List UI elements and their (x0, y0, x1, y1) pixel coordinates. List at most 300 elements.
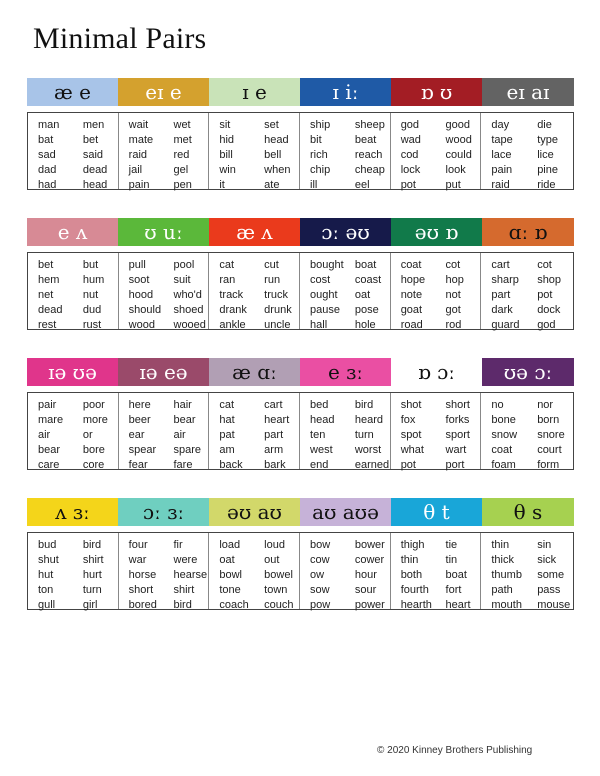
word: four (128, 539, 148, 551)
word: out (264, 554, 280, 566)
word: should (128, 304, 162, 316)
word: more (82, 414, 108, 426)
word-list-left (209, 258, 254, 329)
word: not (445, 289, 461, 301)
word: suit (173, 274, 191, 286)
word-list-right (436, 538, 481, 609)
word-list-left (300, 398, 345, 469)
word: note (400, 289, 423, 301)
word-pair-column (119, 393, 210, 469)
word: wood (445, 134, 472, 146)
word-list-right (527, 258, 573, 329)
word: die (537, 119, 552, 131)
word: sharp (491, 274, 519, 286)
word: drunk (264, 304, 292, 316)
word: pot (537, 289, 553, 301)
word: shoed (173, 304, 204, 316)
sound-pair-block (27, 498, 574, 610)
word: bird (82, 539, 102, 551)
word: air (38, 429, 51, 441)
word-pair-column (209, 113, 300, 189)
word: put (445, 179, 461, 191)
word-list-left (119, 538, 164, 609)
word: boat (354, 259, 377, 271)
word: back (219, 459, 243, 471)
word-pair-column (481, 113, 573, 189)
word: bet (82, 134, 99, 146)
word-list-left (28, 398, 73, 469)
word-pair-column (28, 393, 119, 469)
word: pat (219, 429, 235, 441)
word: hurt (82, 569, 102, 581)
phoneme-header: ɪ e (209, 78, 300, 106)
word: bird (173, 599, 192, 611)
word: pine (537, 164, 558, 176)
word: men (82, 119, 105, 131)
word: road (400, 319, 423, 331)
word: hall (310, 319, 328, 331)
phoneme-header: eɪ aɪ (482, 78, 574, 106)
word: court (537, 444, 562, 456)
word: core (82, 459, 105, 471)
word: hid (219, 134, 235, 146)
word-pair-column (209, 393, 300, 469)
phoneme-header: θ s (482, 498, 574, 526)
word: drank (219, 304, 247, 316)
word-pair-column (300, 393, 391, 469)
word-pair-column (209, 253, 300, 329)
word: bowel (264, 569, 293, 581)
word: what (400, 444, 424, 456)
word: man (38, 119, 60, 131)
word: bear (38, 444, 61, 456)
phoneme-header: e ʌ (27, 218, 118, 246)
word: heart (445, 599, 471, 611)
word: earned (354, 459, 390, 471)
word: spear (128, 444, 157, 456)
word: oat (219, 554, 235, 566)
word: day (491, 119, 510, 131)
word: mouth (491, 599, 522, 611)
word-pair-column (28, 533, 119, 609)
word: cow (310, 554, 330, 566)
word: coat (400, 259, 422, 271)
word-list-left (28, 118, 73, 189)
word: pen (173, 179, 192, 191)
word: bear (173, 414, 196, 426)
word: coach (219, 599, 249, 611)
word: thigh (400, 539, 425, 551)
word: spot (400, 429, 422, 441)
word: goat (400, 304, 423, 316)
word: air (173, 429, 186, 441)
word: tape (491, 134, 513, 146)
word: bird (354, 399, 374, 411)
word: turn (354, 429, 374, 441)
word: dad (38, 164, 57, 176)
word: who'd (173, 289, 202, 301)
word: ran (219, 274, 236, 286)
word: hole (354, 319, 376, 331)
word-pair-column (28, 253, 119, 329)
word: ton (38, 584, 54, 596)
pair-blocks (27, 78, 574, 638)
word: cot (445, 259, 461, 271)
word: bore (82, 444, 105, 456)
word: head (264, 134, 289, 146)
phoneme-header: aʊ aʊə (300, 498, 391, 526)
word-list-right (254, 258, 299, 329)
word: pose (354, 304, 379, 316)
word: cost (310, 274, 331, 286)
word: jail (128, 164, 143, 176)
sound-pair-block (27, 358, 574, 470)
word: ankle (219, 319, 246, 331)
word: bed (310, 399, 329, 411)
word-list-left (391, 538, 436, 609)
word: good (445, 119, 470, 131)
word-list-left (119, 258, 164, 329)
phoneme-header: ɪə ʊə (27, 358, 118, 386)
word: shop (537, 274, 562, 286)
phoneme-header: əʊ aʊ (209, 498, 300, 526)
word: pain (128, 179, 150, 191)
word: mare (38, 414, 64, 426)
word: bit (310, 134, 322, 146)
word: boat (445, 569, 467, 581)
word-pair-column (300, 113, 391, 189)
word: thin (400, 554, 419, 566)
word: beer (128, 414, 151, 426)
word: shut (38, 554, 59, 566)
word: guard (491, 319, 520, 331)
word: foam (491, 459, 516, 471)
word: shirt (173, 584, 195, 596)
word-list-left (481, 118, 527, 189)
word: part (491, 289, 511, 301)
word: bowl (219, 569, 242, 581)
word: bet (38, 259, 54, 271)
phoneme-header: ʊ uː (118, 218, 209, 246)
word: sit (219, 119, 231, 131)
word: beat (354, 134, 377, 146)
phoneme-header: æ ɑː (209, 358, 300, 386)
word-list-right (73, 538, 118, 609)
phoneme-header: eɪ e (118, 78, 209, 106)
word-list-right (73, 258, 118, 329)
word-list-left (300, 118, 345, 189)
phoneme-header: e ɜː (300, 358, 391, 386)
word-list-left (391, 118, 436, 189)
word: spare (173, 444, 202, 456)
word: dud (82, 304, 102, 316)
phoneme-header: ɒ ʊ (391, 78, 482, 106)
word: bow (310, 539, 331, 551)
word: thin (491, 539, 510, 551)
word-pair-column (209, 533, 300, 609)
word: horse (128, 569, 157, 581)
word: rod (445, 319, 462, 331)
word: pow (310, 599, 331, 611)
word-grid (27, 532, 574, 610)
word-pair-column (391, 393, 482, 469)
word: hair (173, 399, 192, 411)
word-pair-column (391, 253, 482, 329)
word: hop (445, 274, 464, 286)
word: look (445, 164, 466, 176)
word-list-left (300, 538, 345, 609)
word: am (219, 444, 235, 456)
word: dark (491, 304, 513, 316)
word: bower (354, 539, 385, 551)
phoneme-header: ʊə ɔː (482, 358, 574, 386)
word: pot (400, 459, 416, 471)
word: snore (537, 429, 565, 441)
word: cut (264, 259, 279, 271)
word: pain (491, 164, 513, 176)
word: ten (310, 429, 326, 441)
word: sin (537, 539, 552, 551)
phoneme-header-row (27, 218, 574, 246)
word: no (491, 399, 504, 411)
word-list-right (436, 398, 481, 469)
word-list-left (28, 258, 73, 329)
word-list-right (436, 118, 481, 189)
copyright-footer: © 2020 Kinney Brothers Publishing (377, 745, 533, 756)
word-pair-column (119, 533, 210, 609)
word-pair-column (300, 253, 391, 329)
word: hood (128, 289, 154, 301)
word: got (445, 304, 461, 316)
word: nor (537, 399, 554, 411)
word: pause (310, 304, 340, 316)
phoneme-header: əʊ ɒ (391, 218, 482, 246)
word-list-right (436, 258, 481, 329)
word: fox (400, 414, 416, 426)
word: dead (82, 164, 108, 176)
word: oat (354, 289, 371, 301)
phoneme-header-row (27, 358, 574, 386)
word: end (310, 459, 329, 471)
word: ought (310, 289, 338, 301)
word: cheap (354, 164, 385, 176)
word: uncle (264, 319, 291, 331)
word-pair-column (391, 113, 482, 189)
word: cat (219, 259, 235, 271)
word: couch (264, 599, 294, 611)
word-list-left (209, 118, 254, 189)
word: ill (310, 179, 318, 191)
word: reach (354, 149, 383, 161)
word: shot (400, 399, 422, 411)
word: bone (491, 414, 516, 426)
word: head (310, 414, 335, 426)
word: wet (173, 119, 191, 131)
word: could (445, 149, 472, 161)
phoneme-header: ɔː əʊ (300, 218, 391, 246)
word: short (128, 584, 154, 596)
word-list-right (254, 398, 299, 469)
word-pair-column (119, 253, 210, 329)
phoneme-header: ɔː ɜː (118, 498, 209, 526)
word: thick (491, 554, 514, 566)
word: fourth (400, 584, 429, 596)
word: hum (82, 274, 105, 286)
phoneme-header: ʌ ɜː (27, 498, 118, 526)
word: power (354, 599, 385, 611)
word: hut (38, 569, 54, 581)
word: coat (491, 444, 513, 456)
word: ride (537, 179, 556, 191)
word: pass (537, 584, 561, 596)
word: net (38, 289, 54, 301)
word: both (400, 569, 423, 581)
word: run (264, 274, 281, 286)
word: ow (310, 569, 325, 581)
word: hearth (400, 599, 432, 611)
word: poor (82, 399, 105, 411)
word-pair-column (481, 253, 573, 329)
word: pot (400, 179, 416, 191)
word: bought (310, 259, 344, 271)
word: west (310, 444, 333, 456)
word-grid (27, 392, 574, 470)
word: had (38, 179, 57, 191)
word: said (82, 149, 104, 161)
word: girl (82, 599, 98, 611)
word-list-right (527, 538, 573, 609)
word-list-right (254, 538, 299, 609)
word: when (264, 164, 291, 176)
word: chip (310, 164, 331, 176)
word: ship (310, 119, 331, 131)
word-pair-column (391, 533, 482, 609)
word: snow (491, 429, 518, 441)
word: set (264, 119, 279, 131)
word: win (219, 164, 236, 176)
word: cart (264, 399, 283, 411)
word-list-left (391, 258, 436, 329)
word-list-left (481, 538, 527, 609)
word-pair-column (300, 533, 391, 609)
phoneme-header-row (27, 78, 574, 106)
phoneme-header-row (27, 498, 574, 526)
word: turn (82, 584, 102, 596)
sound-pair-block (27, 218, 574, 330)
word-list-right (73, 398, 118, 469)
word: raid (128, 149, 148, 161)
word: ear (128, 429, 145, 441)
word: bat (38, 134, 54, 146)
word: lace (491, 149, 512, 161)
word: forks (445, 414, 470, 426)
word: shirt (82, 554, 104, 566)
word-list-left (28, 538, 73, 609)
word: mate (128, 134, 154, 146)
word: rest (38, 319, 57, 331)
word-list-left (481, 398, 527, 469)
word: wad (400, 134, 421, 146)
word: bill (219, 149, 233, 161)
word: bell (264, 149, 282, 161)
word: gel (173, 164, 189, 176)
word: it (219, 179, 225, 191)
word: fort (445, 584, 462, 596)
word: loud (264, 539, 285, 551)
phoneme-header: θ t (391, 498, 482, 526)
word: cower (354, 554, 385, 566)
word: met (173, 134, 192, 146)
phoneme-header: ɑː ɒ (482, 218, 574, 246)
word: cart (491, 259, 510, 271)
word: dock (537, 304, 561, 316)
word-list-right (527, 118, 573, 189)
word: bud (38, 539, 57, 551)
word-list-right (164, 118, 209, 189)
word: hope (400, 274, 426, 286)
word: ate (264, 179, 280, 191)
word-list-right (164, 258, 209, 329)
word-pair-column (28, 113, 119, 189)
word: sour (354, 584, 377, 596)
word: nut (82, 289, 99, 301)
word: raid (491, 179, 510, 191)
word: type (537, 134, 558, 146)
word: tie (445, 539, 458, 551)
word: tin (445, 554, 458, 566)
word: but (82, 259, 99, 271)
word: god (400, 119, 420, 131)
word: fir (173, 539, 183, 551)
word: or (82, 429, 93, 441)
word: wart (445, 444, 467, 456)
word: head (82, 179, 108, 191)
page-title: Minimal Pairs (33, 22, 207, 55)
word: here (128, 399, 151, 411)
word: track (219, 289, 244, 301)
word-list-right (73, 118, 118, 189)
word-list-left (119, 398, 164, 469)
word: thumb (491, 569, 522, 581)
word: cat (219, 399, 235, 411)
word: dead (38, 304, 63, 316)
word: fare (173, 459, 193, 471)
word-pair-column (481, 393, 573, 469)
word: god (537, 319, 556, 331)
word: sheep (354, 119, 385, 131)
word: hearse (173, 569, 208, 581)
word: mouse (537, 599, 571, 611)
word-list-right (164, 538, 209, 609)
word-list-left (209, 538, 254, 609)
word-list-right (164, 398, 209, 469)
word: short (445, 399, 470, 411)
word: hour (354, 569, 377, 581)
word: bark (264, 459, 286, 471)
word-grid (27, 112, 574, 190)
word: wood (128, 319, 155, 331)
word: coast (354, 274, 382, 286)
word: truck (264, 289, 289, 301)
word: bored (128, 599, 157, 611)
word-list-right (345, 258, 390, 329)
word: rich (310, 149, 328, 161)
word: heard (354, 414, 383, 426)
word-pair-column (481, 533, 573, 609)
word: red (173, 149, 190, 161)
word-list-left (119, 118, 164, 189)
word: sick (537, 554, 557, 566)
